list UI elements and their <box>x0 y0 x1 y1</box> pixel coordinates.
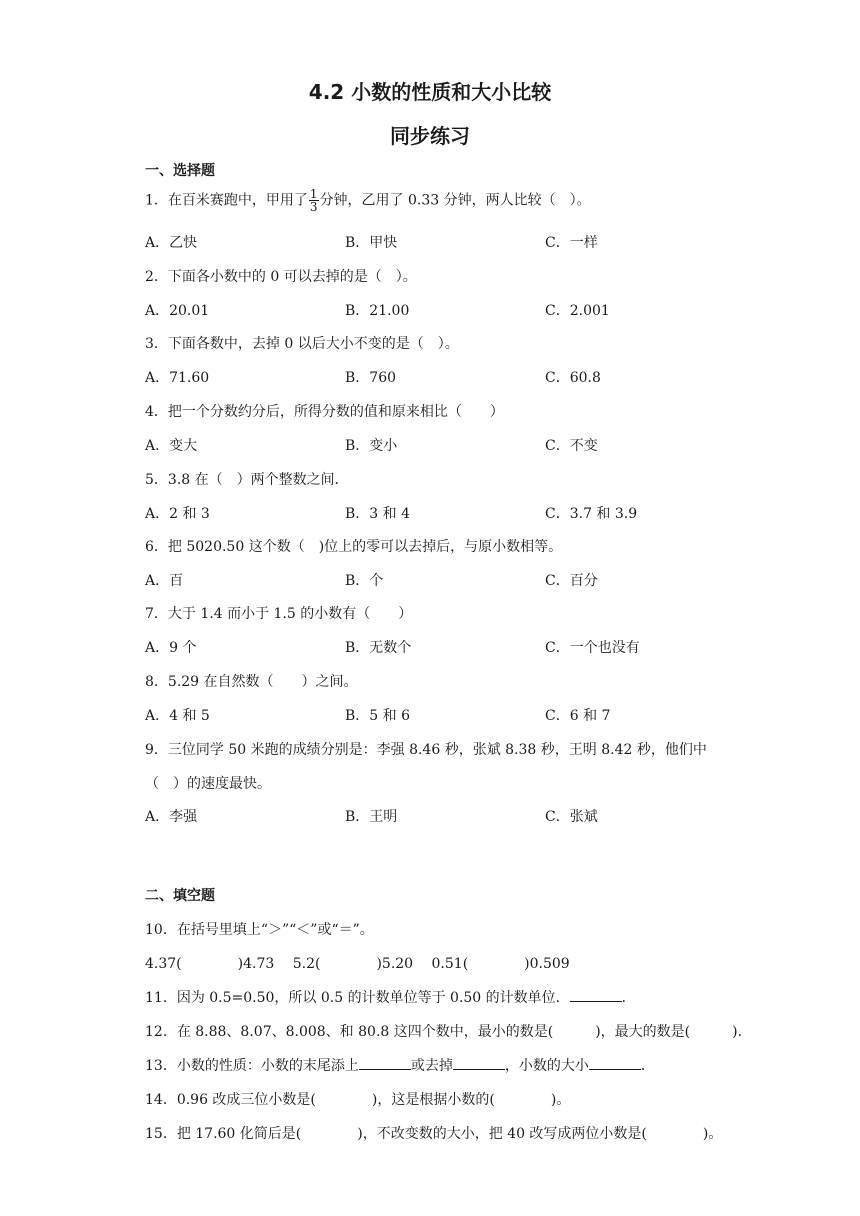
question-10-comparisons: 4.37( )4.73 5.2( )5.20 0.51( )0.509 <box>145 956 570 972</box>
question-14: 14．0.96 改成三位小数是( )，这是根据小数的( )。 <box>145 1092 571 1108</box>
q5-option-c: C．3.7 和 3.9 <box>545 506 638 522</box>
question-1 <box>145 188 591 213</box>
question-8: 8．5.29 在自然数（ ）之间。 <box>145 674 358 690</box>
q8-option-c: C．6 和 7 <box>545 708 611 724</box>
q5-option-b: B．3 和 4 <box>345 506 411 522</box>
q4-option-a: A．变大 <box>145 438 198 454</box>
question-10: 10．在括号里填上“＞”“＜”或“＝”。 <box>145 922 374 938</box>
fraction-denominator: 3 <box>309 200 318 214</box>
q1-option-b: B．甲快 <box>345 235 398 251</box>
answer-blank[interactable] <box>359 1055 411 1070</box>
question-2: 2．下面各小数中的 0 可以去掉的是（ ）。 <box>145 269 417 285</box>
question-5: 5．3.8 在（ ）两个整数之间． <box>145 472 349 488</box>
q6-option-b: B．个 <box>345 573 384 589</box>
fraction-numerator: 1 <box>309 187 318 201</box>
q3-option-c: C．60.8 <box>545 370 601 386</box>
section-heading-fill: 二、填空题 <box>145 888 215 904</box>
q8-option-a: A．4 和 5 <box>145 708 210 724</box>
question-13-text-a: 13．小数的性质：小数的末尾添上 <box>145 1058 359 1074</box>
question-9-line-1: 9．三位同学 50 米跑的成绩分别是：李强 8.46 秒，张斌 8.38 秒，王明 8.42 秒，他们中 <box>145 742 707 758</box>
q7-option-c: C．一个也没有 <box>545 640 640 656</box>
question-12: 12．在 8.88、8.07、8.008、和 80.8 这四个数中，最小的数是( )，最大的数是( )． <box>145 1024 752 1040</box>
question-13-text-b: 或去掉 <box>410 1058 453 1074</box>
q6-option-c: C．百分 <box>545 573 598 589</box>
question-6: 6．把 5020.50 这个数（ )位上的零可以去掉后，与原小数相等。 <box>145 539 563 555</box>
q2-option-b: B．21.00 <box>345 303 410 319</box>
q2-option-a: A．20.01 <box>145 303 210 319</box>
page-title: 4.2 小数的性质和大小比较 <box>308 80 552 104</box>
q2-option-c: C．2.001 <box>545 303 610 319</box>
question-13-text-c: ，小数的大小 <box>504 1058 589 1074</box>
q8-option-b: B．5 和 6 <box>345 708 411 724</box>
answer-blank[interactable] <box>453 1055 505 1070</box>
question-15: 15．把 17.60 化简后是( )，不改变数的大小，把 40 改写成两位小数是( )。 <box>145 1126 723 1142</box>
question-1-text-a: 1．在百米赛跑中，甲用了 <box>145 192 308 209</box>
question-1-text-b: 分钟，乙用了 0.33 分钟，两人比较（ ）。 <box>319 192 591 209</box>
q3-option-b: B．760 <box>345 370 397 386</box>
section-heading-choice: 一、选择题 <box>145 163 215 179</box>
question-11-end: ． <box>621 990 636 1006</box>
answer-blank[interactable] <box>570 987 622 1002</box>
answer-blank[interactable] <box>589 1055 641 1070</box>
q1-option-c: C．一样 <box>545 235 598 251</box>
q9-option-a: A．李强 <box>145 809 198 825</box>
page-subtitle: 同步练习 <box>390 124 470 148</box>
question-9-line-2: （ ）的速度最快。 <box>145 776 271 792</box>
q1-option-a: A．乙快 <box>145 235 198 251</box>
q7-option-b: B．无数个 <box>345 640 412 656</box>
question-13 <box>145 1055 655 1075</box>
question-4: 4．把一个分数约分后，所得分数的值和原来相比（ ） <box>145 404 504 420</box>
q6-option-a: A．百 <box>145 573 184 589</box>
q3-option-a: A．71.60 <box>145 370 210 386</box>
question-3: 3．下面各数中，去掉 0 以后大小不变的是（ ）。 <box>145 336 459 352</box>
fraction-one-third <box>309 188 319 213</box>
q7-option-a: A．9 个 <box>145 640 197 656</box>
q4-option-c: C．不变 <box>545 438 598 454</box>
question-7: 7．大于 1.4 而小于 1.5 的小数有（ ） <box>145 606 413 622</box>
q5-option-a: A．2 和 3 <box>145 506 210 522</box>
question-11-text: 11．因为 0.5=0.50，所以 0.5 的计数单位等于 0.50 的计数单位． <box>145 990 570 1006</box>
question-11 <box>145 987 636 1007</box>
q4-option-b: B．变小 <box>345 438 398 454</box>
q9-option-b: B．王明 <box>345 809 398 825</box>
question-13-end: ． <box>640 1058 655 1074</box>
q9-option-c: C．张斌 <box>545 809 598 825</box>
